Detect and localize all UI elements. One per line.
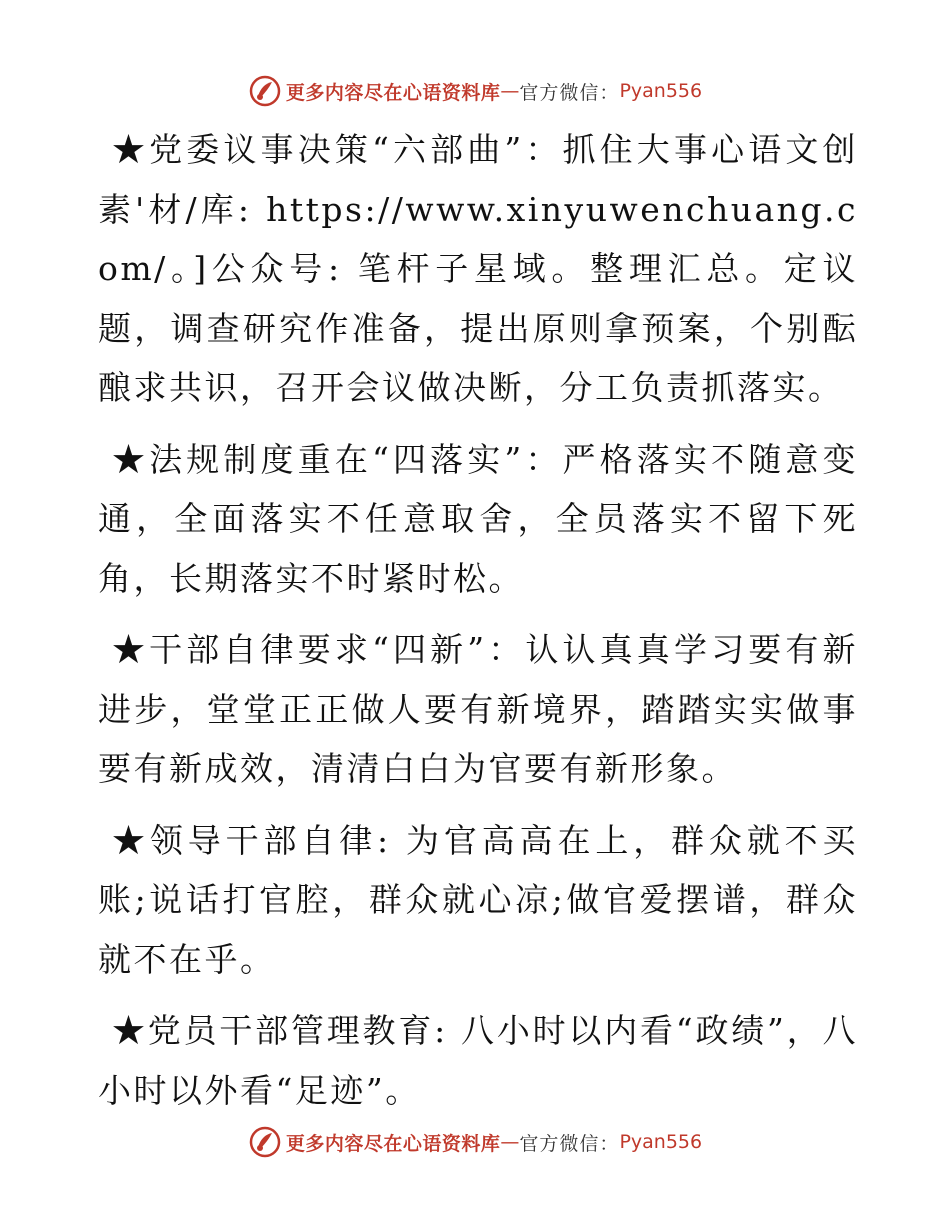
banner-dash: — <box>500 1131 520 1153</box>
banner-wechat-id: Pyan556 <box>619 80 703 102</box>
footer-banner <box>0 1122 950 1162</box>
document-body <box>98 120 858 1132</box>
star-bullet-icon: ★ <box>112 630 150 669</box>
brand-logo-icon <box>248 1125 282 1159</box>
paragraph-cadre-self-discipline <box>98 620 858 799</box>
star-bullet-icon: ★ <box>112 439 150 479</box>
banner-official-label: 官方微信： <box>519 81 620 104</box>
brand-logo-icon <box>248 74 282 108</box>
paragraph-text: 法规制度重在“四落实”：严格落实不随意变通，全面落实不任意取舍，全员落实不留下死角，长期落实不时紧时松。 <box>98 439 858 598</box>
header-banner <box>0 71 950 111</box>
paragraph-text: 党员干部管理教育: 八小时以内看“政绩”，八小时以外看“足迹”。 <box>98 1011 858 1110</box>
star-bullet-icon: ★ <box>112 820 150 860</box>
banner-brand-text: 更多内容尽在心语资料库 <box>285 1132 501 1155</box>
paragraph-text: 领导干部自律: 为官高高在上，群众就不买账;说话打官腔，群众就心凉;做官爱摆谱，群众就不在乎。 <box>98 820 859 979</box>
paragraph-party-member-education <box>98 1001 858 1120</box>
paragraph-text: 干部自律要求“四新”：认认真真学习要有新进步，堂堂正正做人要有新境界，踏踏实实做事要有新成效，清清白白为官要有新形象。 <box>98 630 858 788</box>
paragraph-text: 党委议事决策“六部曲”：抓住大事心语文创素'材/库: https://www.xinyuwenchuang.com/。]公众号: 笔杆子星域。整理汇总。定议题，调查研究作准备，提出原则拿预案，个别酝酿求共识，召开会议做决断，分工负责抓落实。 <box>98 130 858 407</box>
banner-brand-text: 更多内容尽在心语资料库 <box>285 81 501 104</box>
banner-wechat-id: Pyan556 <box>619 1131 703 1153</box>
star-bullet-icon: ★ <box>112 1011 148 1050</box>
banner-official-label: 官方微信： <box>519 1132 620 1155</box>
banner-dash: — <box>500 80 520 102</box>
paragraph-regulations <box>98 430 858 609</box>
paragraph-decision-steps <box>98 120 858 418</box>
star-bullet-icon: ★ <box>112 130 150 169</box>
paragraph-leader-self-discipline <box>98 811 858 990</box>
